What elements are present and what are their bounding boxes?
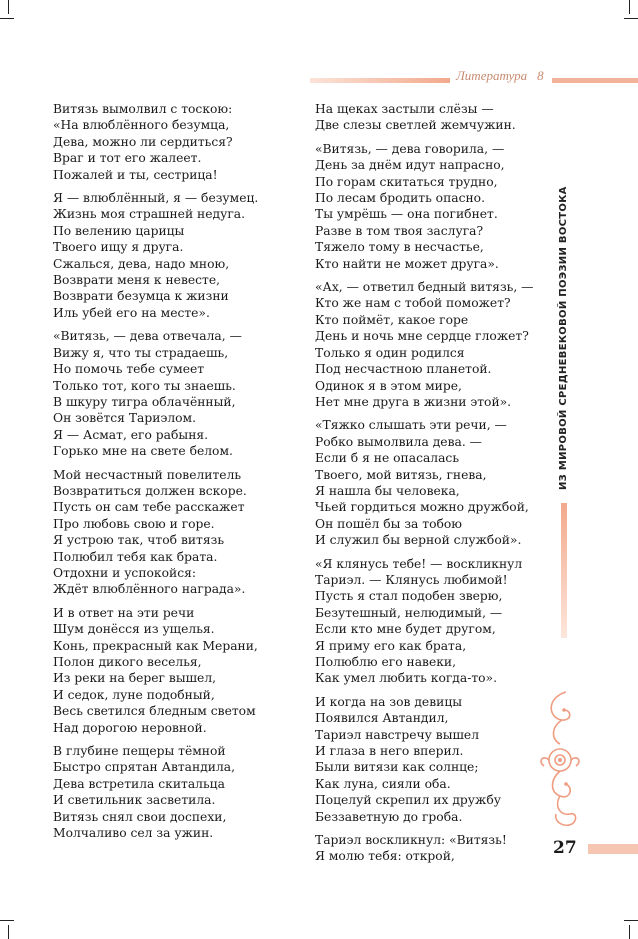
poem-line: Кто же нам с тобой поможет?	[315, 296, 511, 311]
poem-line: Я — Асмат, его рабыня.	[53, 427, 209, 442]
header-number: 8	[537, 68, 544, 83]
poem-line: День за днём идут напрасно,	[315, 158, 505, 173]
poem-line: Ты умрёшь — она погибнет.	[315, 207, 498, 222]
poem-line: Разве в том твоя заслуга?	[315, 223, 484, 238]
poem-line: Появился Автандил,	[315, 711, 449, 726]
poem-line: Я приму его как брата,	[315, 638, 467, 653]
page-number: 27	[553, 838, 577, 858]
stanza	[315, 279, 555, 410]
stanza	[315, 556, 555, 687]
poem-line: Пусть я стал подобен зверю,	[315, 589, 503, 604]
poem-line: Поцелуй скрепил их дружбу	[315, 793, 501, 808]
poem-line: Быстро спрятан Автандила,	[53, 760, 236, 775]
poem-line: Пусть он сам тебе расскажет	[53, 500, 245, 515]
poem-line: И светильник засветила.	[53, 793, 216, 808]
poem-line: Полюбил тебя как брата.	[53, 549, 218, 564]
poem-line: На щеках застыли слёзы —	[315, 102, 494, 116]
poem-line: Как луна, сияли оба.	[315, 776, 451, 791]
poem-line: «Витязь, — дева отвечала, —	[53, 329, 242, 344]
poem-line: Он пошёл бы за тобою	[315, 516, 462, 531]
stanza	[315, 694, 555, 825]
poem-line: Жизнь моя страшней недуга.	[53, 207, 246, 222]
poem-line: Витязь вымолвил с тоскою:	[53, 102, 233, 116]
poem-line: Нет мне друга в жизни этой».	[315, 394, 512, 409]
poem-line: День и ночь мне сердце гложет?	[315, 329, 529, 344]
poem-line: Тяжело тому в несчастье,	[315, 240, 484, 255]
poem-line: Пожалей и ты, сестрица!	[53, 167, 218, 182]
stanza	[315, 101, 555, 134]
poem-line: Конь, прекрасный как Мерани,	[53, 638, 258, 653]
poem-line: В шкуру тигра облачённый,	[53, 394, 236, 409]
poem-line: Возвратиться должен вскоре.	[53, 483, 247, 498]
poem-line: Возврати меня к невесте,	[53, 273, 221, 288]
header-rule	[310, 78, 450, 83]
stanza	[315, 832, 555, 865]
poem-line: Твоего ищу я друга.	[53, 240, 184, 255]
poem-line: Только я один родился	[315, 345, 465, 360]
stanza	[315, 141, 555, 272]
poem-column-left	[53, 101, 293, 848]
poem-line: Безутешный, нелюдимый, —	[315, 605, 503, 620]
poem-line: И служил бы верной службой».	[315, 533, 522, 548]
poem-line: Сжалься, дева, надо мною,	[53, 256, 230, 271]
poem-line: Тариэл. — Клянусь любимой!	[315, 572, 508, 587]
poem-line: И глаза в него вперил.	[315, 744, 464, 759]
poem-line: Кто поймёт, какое горе	[315, 312, 469, 327]
page-number-bar	[588, 844, 638, 854]
vertical-accent-bar	[561, 503, 567, 638]
poem-line: Полюблю его навеки,	[315, 655, 457, 669]
stanza	[53, 743, 293, 841]
crop-mark	[8, 0, 9, 14]
crop-mark	[8, 925, 9, 939]
stanza	[53, 190, 293, 321]
poem-line: По лесам бродить опасно.	[315, 191, 485, 206]
running-header	[456, 68, 544, 84]
header-rule-end	[552, 78, 638, 83]
poem-line: Про любовь свою и горе.	[53, 516, 215, 531]
crop-mark	[629, 0, 630, 14]
poem-line: «Ах, — ответил бедный витязь, —	[315, 280, 534, 295]
poem-line: Он зовётся Тариэлом.	[53, 411, 197, 426]
poem-line: Под несчастною планетой.	[315, 362, 492, 377]
vertical-section-title: ИЗ МИРОВОЙ СРЕДНЕВЕКОВОЙ ПОЭЗИИ ВОСТОКА	[558, 186, 569, 490]
poem-line: «Тяжко слышать эти речи, —	[315, 418, 507, 433]
poem-line: Кто найти не может друга».	[315, 256, 499, 271]
floral-ornament-icon	[536, 688, 584, 833]
poem-line: Молчаливо сел за ужин.	[53, 826, 214, 841]
crop-mark	[624, 18, 638, 19]
crop-mark	[0, 18, 14, 19]
stanza	[53, 467, 293, 598]
stanza	[53, 101, 293, 183]
poem-line: В глубине пещеры тёмной	[53, 744, 226, 759]
crop-mark	[629, 925, 630, 939]
poem-line: Мой несчастный повелитель	[53, 467, 242, 482]
stanza	[53, 328, 293, 459]
poem-line: «Я клянусь тебе! — воскликнул	[315, 556, 523, 571]
poem-line: Витязь снял свои доспехи,	[53, 809, 227, 824]
poem-line: Если б я не опасалась	[315, 451, 460, 466]
poem-line: По велению царицы	[53, 223, 185, 238]
header-section: Литература	[456, 68, 528, 83]
poem-line: Я устрою так, чтоб витязь	[53, 533, 225, 548]
crop-mark	[624, 920, 638, 921]
poem-line: Над дорогою неровной.	[53, 720, 207, 735]
poem-line: Я — влюблённый, я — безумец.	[53, 191, 259, 206]
stanza	[315, 417, 555, 548]
poem-line: Тариэл воскликнул: «Витязь!	[315, 833, 507, 848]
poem-line: «Витязь, — дева говорила, —	[315, 141, 505, 156]
poem-line: Дева, можно ли сердиться?	[53, 134, 233, 149]
poem-line: И в ответ на эти речи	[53, 605, 195, 620]
poem-line: Из реки на берег вышел,	[53, 671, 217, 686]
poem-line: Но помочь тебе сумеет	[53, 362, 205, 377]
poem-line: Робко вымолвила дева. —	[315, 434, 482, 449]
poem-line: Я нашла бы человека,	[315, 483, 460, 498]
poem-line: Были витязи как солнце;	[315, 760, 479, 775]
poem-line: И седок, луне подобный,	[53, 687, 215, 702]
poem-line: Беззаветную до гроба.	[315, 809, 463, 824]
poem-line: Враг и тот его жалеет.	[53, 151, 202, 166]
poem-line: Иль убей его на месте».	[53, 305, 210, 320]
crop-mark	[0, 920, 14, 921]
poem-line: Горько мне на свете белом.	[53, 444, 233, 459]
poem-line: Как умел любить когда-то».	[315, 671, 497, 686]
poem-line: Шум донёсся из ущелья.	[53, 622, 215, 637]
poem-line: Отдохни и успокойся:	[53, 565, 196, 580]
poem-line: По горам скитаться трудно,	[315, 174, 498, 189]
poem-line: Только тот, кого ты знаешь.	[53, 378, 236, 393]
poem-line: И когда на зов девицы	[315, 694, 463, 709]
poem-line: Одинок я в этом мире,	[315, 378, 462, 393]
poem-line: Вижу я, что ты страдаешь,	[53, 345, 229, 360]
poem-line: «На влюблённого безумца,	[53, 118, 230, 133]
poem-line: Я молю тебя: открой,	[315, 849, 455, 864]
poem-line: Весь светился бледным светом	[53, 704, 256, 719]
poem-line: Твоего, мой витязь, гнева,	[315, 467, 487, 482]
stanza	[53, 605, 293, 736]
poem-line: Тариэл навстречу вышел	[315, 727, 480, 742]
poem-line: Чьей гордиться можно дружбой,	[315, 500, 529, 515]
poem-line: Ждёт влюблённого награда».	[53, 582, 246, 597]
poem-line: Дева встретила скитальца	[53, 776, 225, 791]
poem-line: Две слезы светлей жемчужин.	[315, 118, 516, 133]
poem-line: Полон дикого веселья,	[53, 655, 202, 669]
poem-line: Если кто мне будет другом,	[315, 622, 496, 637]
poem-column-right	[315, 101, 555, 872]
poem-line: Возврати безумца к жизни	[53, 289, 229, 304]
